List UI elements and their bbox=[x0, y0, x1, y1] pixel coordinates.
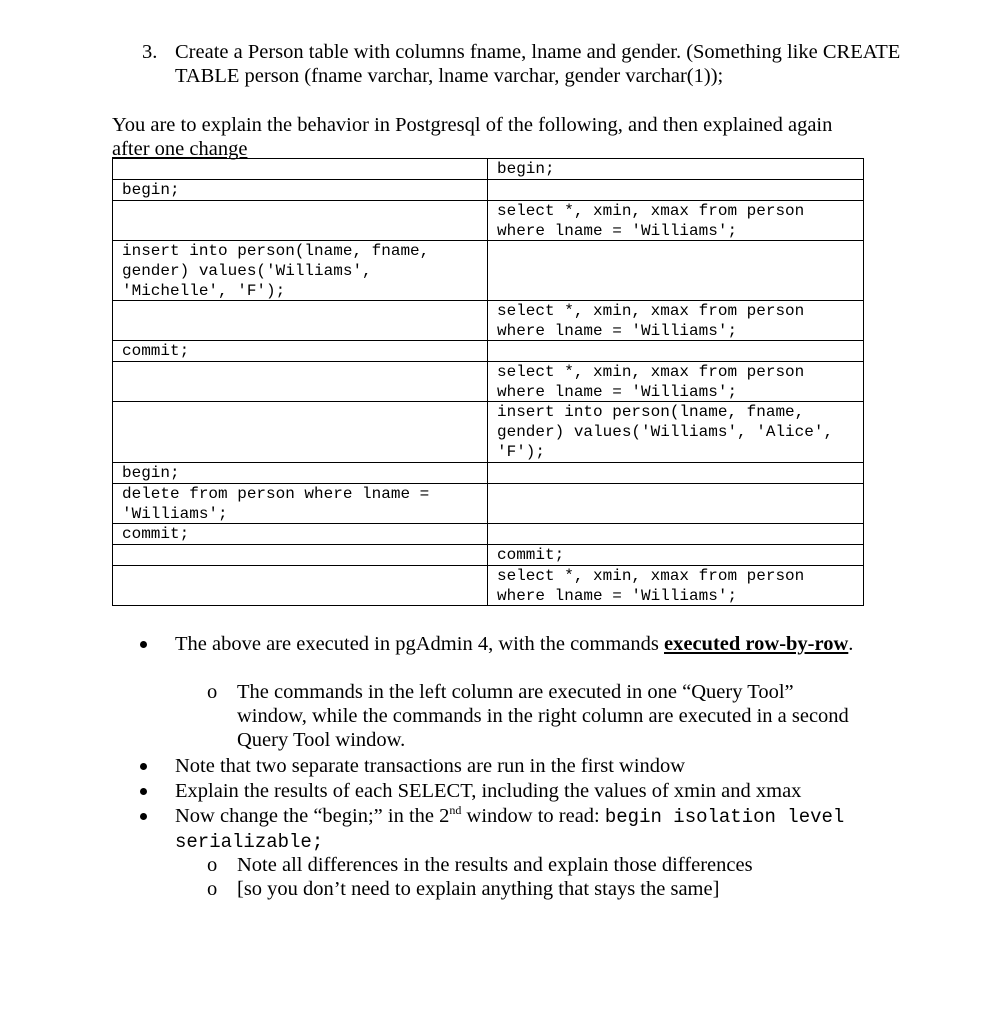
table-cell-right: select *, xmin, xmax from person where lname = 'Williams'; bbox=[487, 200, 864, 241]
table-cell-right: select *, xmin, xmax from person where lname = 'Williams'; bbox=[487, 300, 864, 341]
sub-bullet-icon: o bbox=[207, 854, 218, 876]
bullet-icon bbox=[140, 813, 147, 820]
bullet-icon bbox=[140, 641, 147, 648]
bullet-text: Explain the results of each SELECT, including the values of xmin and xmax bbox=[175, 780, 802, 802]
sub-bullet-text: [so you don’t need to explain anything that stays the same] bbox=[237, 878, 720, 900]
bullet-text: Now change the “begin;” in the 2nd window to read: begin isolation level serializable; bbox=[175, 803, 845, 853]
table-cell-right bbox=[487, 483, 864, 524]
table-cell-right bbox=[487, 240, 864, 301]
bullet-icon bbox=[140, 788, 147, 795]
bullet-text: The above are executed in pgAdmin 4, with the commands executed row-by-row. bbox=[175, 633, 854, 655]
table-cell-left bbox=[112, 565, 488, 606]
sub-bullet-icon: o bbox=[207, 681, 218, 703]
table-cell-left bbox=[112, 158, 488, 180]
bullet-text: Note that two separate transactions are run in the first window bbox=[175, 755, 686, 777]
bullet-icon bbox=[140, 763, 147, 770]
table-cell-left bbox=[112, 361, 488, 402]
table-cell-left: commit; bbox=[112, 523, 488, 545]
intro-line-1: You are to explain the behavior in Postgresql of the following, and then explained again bbox=[112, 114, 833, 136]
table-cell-left: insert into person(lname, fname, gender) values('Williams', 'Michelle', 'F'); bbox=[112, 240, 488, 301]
table-cell-left: begin; bbox=[112, 179, 488, 201]
sub-bullet-text: Note all differences in the results and explain those differences bbox=[237, 854, 753, 876]
table-cell-left bbox=[112, 544, 488, 566]
table-cell-left bbox=[112, 401, 488, 463]
table-cell-right: commit; bbox=[487, 544, 864, 566]
question-number: 3. bbox=[142, 41, 158, 63]
table-cell-right: begin; bbox=[487, 158, 864, 180]
table-cell-right: select *, xmin, xmax from person where lname = 'Williams'; bbox=[487, 565, 864, 606]
table-cell-left: delete from person where lname = 'Williams'; bbox=[112, 483, 488, 524]
sub-bullet-icon: o bbox=[207, 878, 218, 900]
table-cell-right bbox=[487, 462, 864, 484]
table-cell-right: select *, xmin, xmax from person where lname = 'Williams'; bbox=[487, 361, 864, 402]
question-text: Create a Person table with columns fname, lname and gender. (Something like CREATE TABLE person (fname varchar, lname varchar, gender varchar(1)); bbox=[175, 41, 901, 87]
transaction-table bbox=[112, 158, 864, 605]
table-cell-right bbox=[487, 523, 864, 545]
sub-bullet-text: The commands in the left column are executed in one “Query Tool” window, while the commands in the right column are executed in a second Query Tool window. bbox=[237, 681, 849, 751]
table-cell-left bbox=[112, 300, 488, 341]
intro-paragraph bbox=[112, 113, 972, 161]
table-cell-left: commit; bbox=[112, 340, 488, 362]
table-cell-left bbox=[112, 200, 488, 241]
table-cell-right bbox=[487, 340, 864, 362]
intro-line-2: after one change bbox=[112, 138, 248, 160]
table-cell-left: begin; bbox=[112, 462, 488, 484]
table-cell-right bbox=[487, 179, 864, 201]
table-cell-right: insert into person(lname, fname, gender) values('Williams', 'Alice', 'F'); bbox=[487, 401, 864, 463]
